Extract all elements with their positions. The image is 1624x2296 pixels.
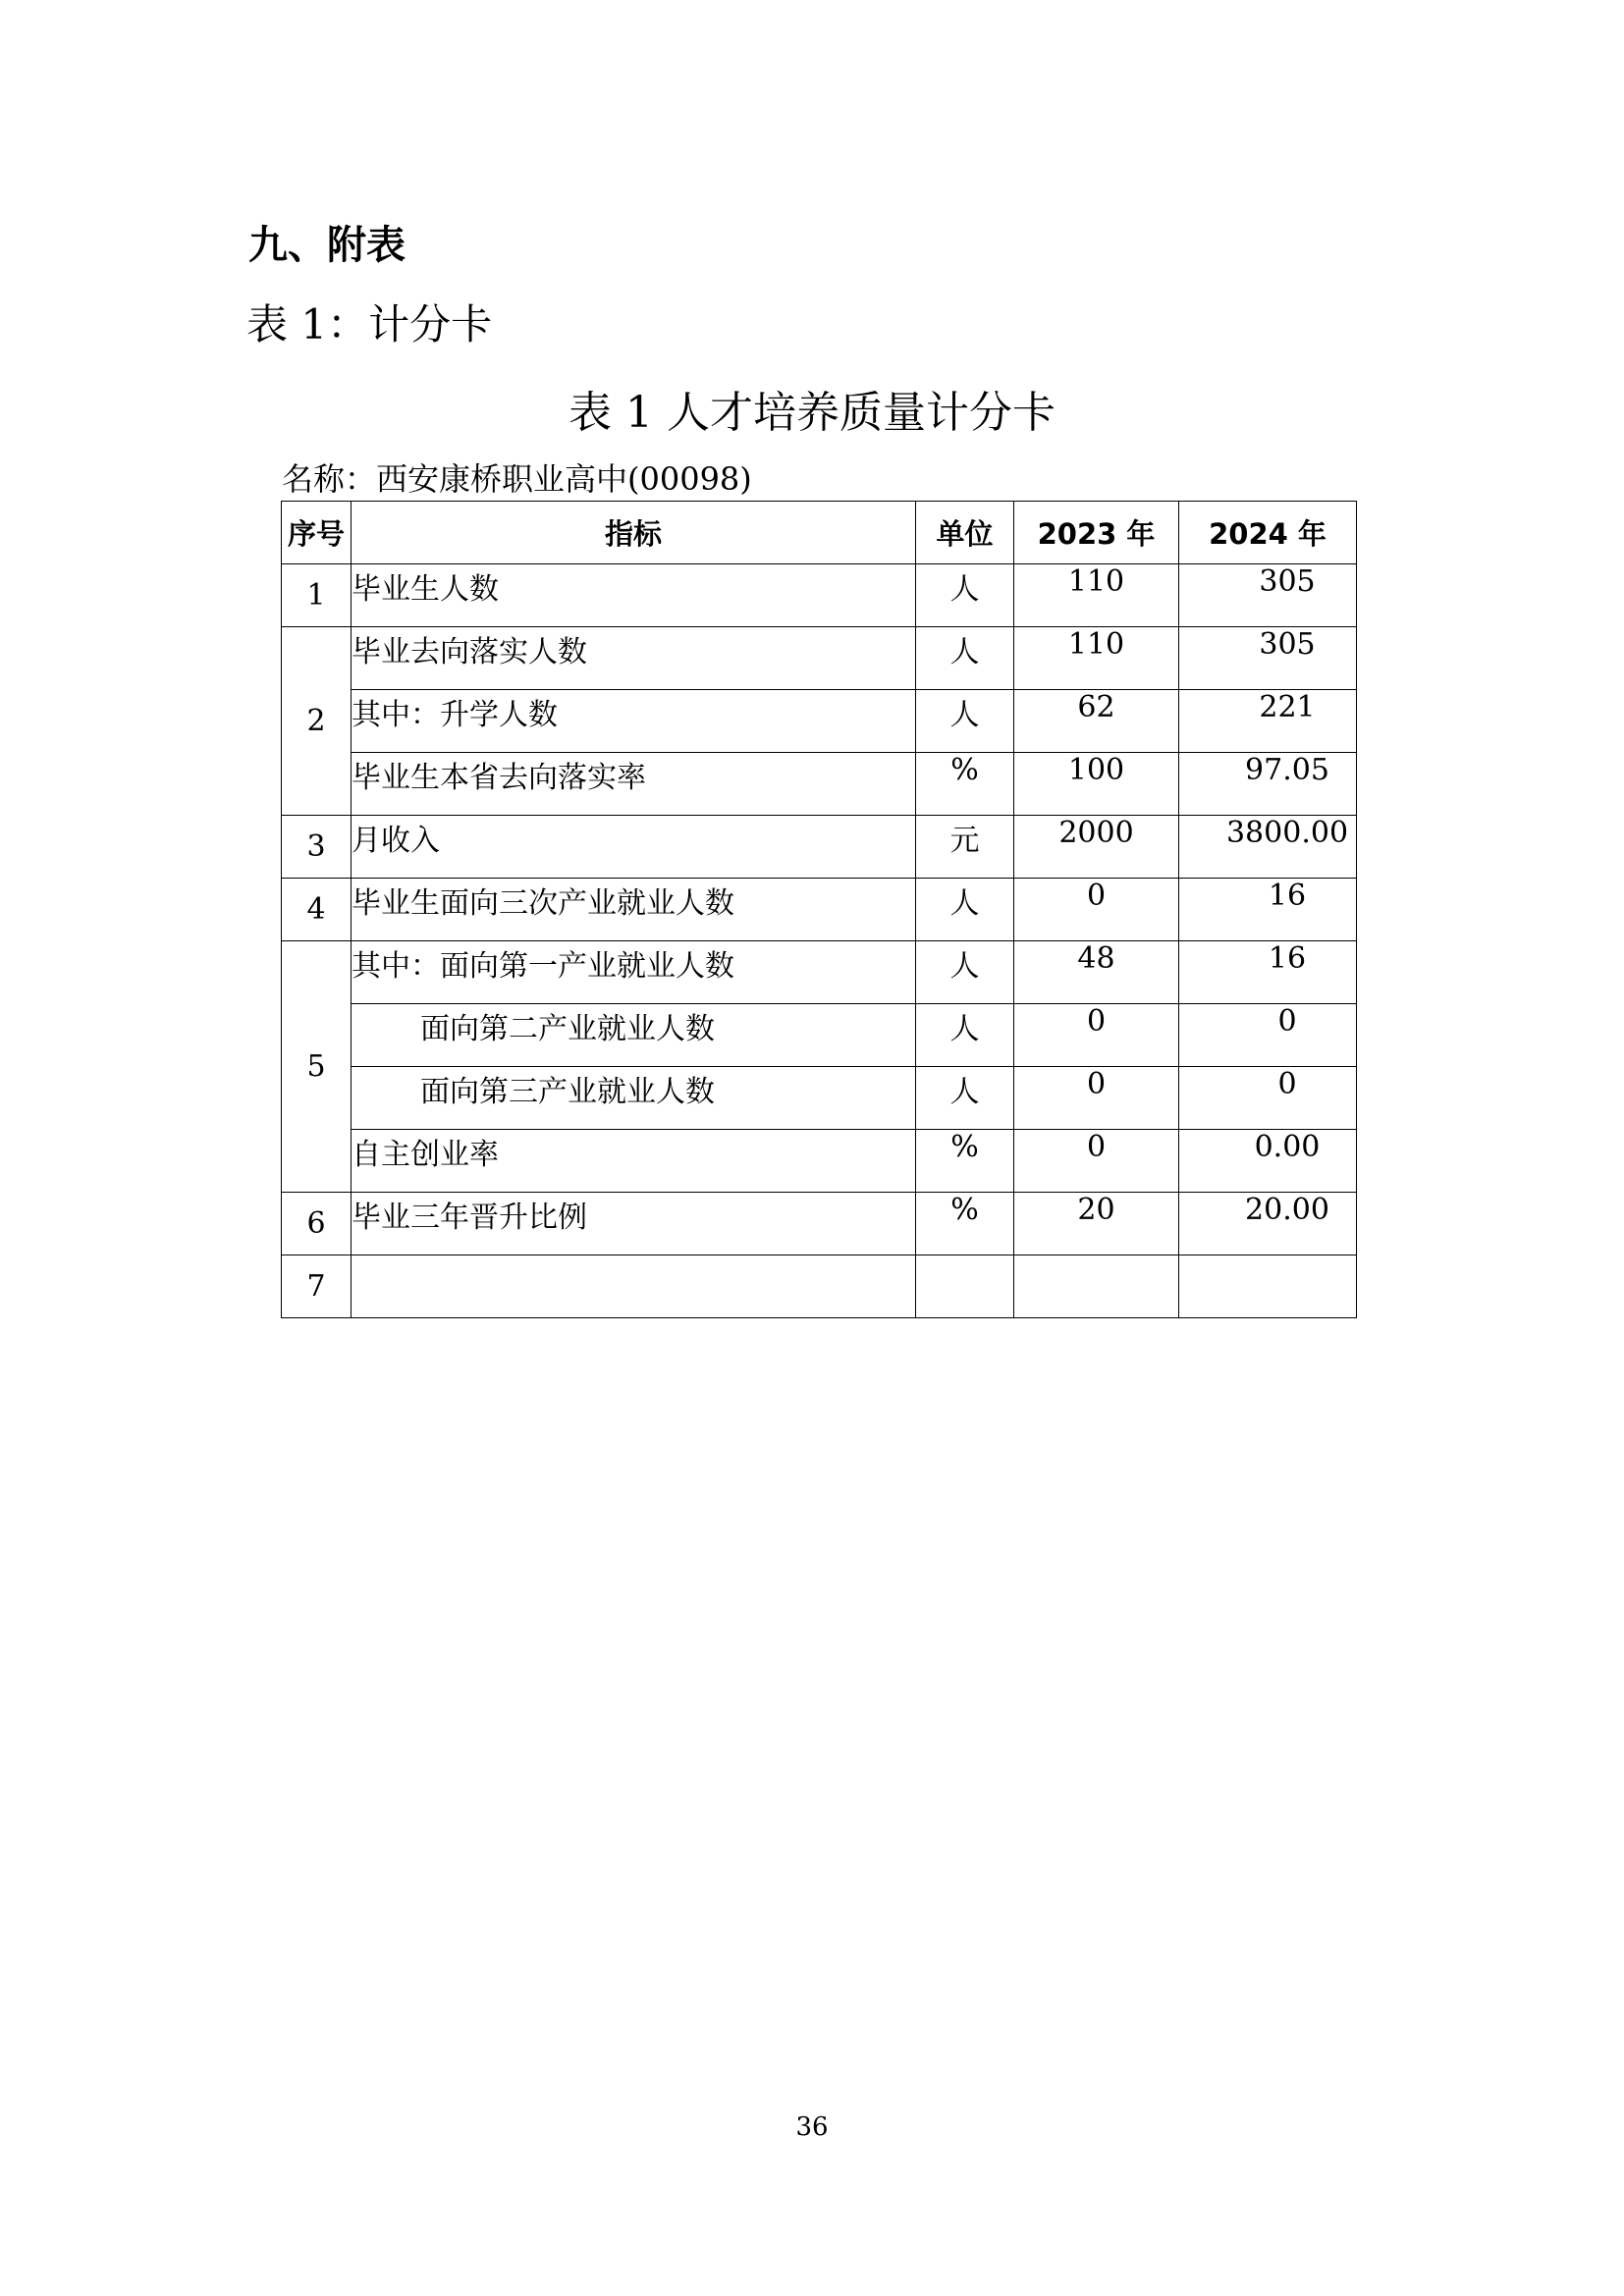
table-label: 表 1：计分卡	[246, 300, 493, 348]
table-header-row	[282, 502, 1357, 564]
row-index: 5	[282, 941, 352, 1193]
row-index: 6	[282, 1193, 352, 1255]
table-row	[282, 1067, 1357, 1130]
row-value-2023: 62	[1014, 690, 1179, 753]
row-value-2024: 305	[1179, 564, 1357, 627]
row-unit: %	[916, 753, 1014, 816]
row-value-2024: 16	[1179, 941, 1357, 1004]
row-indicator: 毕业去向落实人数	[352, 627, 916, 690]
row-indicator: 月收入	[352, 816, 916, 879]
row-indicator: 自主创业率	[352, 1130, 916, 1193]
row-index: 3	[282, 816, 352, 879]
row-indicator: 面向第二产业就业人数	[352, 1004, 916, 1067]
row-value-2024: 305	[1179, 627, 1357, 690]
row-value-2023: 0	[1014, 1130, 1179, 1193]
table-row	[282, 816, 1357, 879]
section-title: 九、附表	[248, 223, 406, 268]
row-value-2023: 0	[1014, 879, 1179, 941]
header-2024: 2024 年	[1179, 502, 1357, 564]
row-value-2024: 0.00	[1179, 1130, 1357, 1193]
row-value-2023: 2000	[1014, 816, 1179, 879]
row-index: 4	[282, 879, 352, 941]
row-value-2024: 221	[1179, 690, 1357, 753]
organization-name: 名称：西安康桥职业高中(00098)	[282, 460, 752, 498]
row-value-2023: 100	[1014, 753, 1179, 816]
row-value-2024: 3800.00	[1179, 816, 1357, 879]
table-row	[282, 564, 1357, 627]
row-unit: 人	[916, 690, 1014, 753]
table-row	[282, 1004, 1357, 1067]
row-unit	[916, 1255, 1014, 1318]
row-value-2024: 20.00	[1179, 1193, 1357, 1255]
row-unit: 人	[916, 564, 1014, 627]
row-unit: 人	[916, 879, 1014, 941]
row-unit: 人	[916, 1067, 1014, 1130]
header-indicator: 指标	[352, 502, 916, 564]
row-value-2023: 110	[1014, 564, 1179, 627]
row-unit: 人	[916, 1004, 1014, 1067]
row-value-2023: 0	[1014, 1067, 1179, 1130]
row-value-2024: 97.05	[1179, 753, 1357, 816]
header-index: 序号	[282, 502, 352, 564]
row-value-2024: 0	[1179, 1067, 1357, 1130]
table-row	[282, 941, 1357, 1004]
row-value-2023: 0	[1014, 1004, 1179, 1067]
table-row	[282, 1255, 1357, 1318]
row-unit: 人	[916, 627, 1014, 690]
page-number: 36	[795, 2112, 829, 2142]
row-index: 1	[282, 564, 352, 627]
table-row	[282, 1193, 1357, 1255]
row-index: 7	[282, 1255, 352, 1318]
table-row	[282, 690, 1357, 753]
row-value-2023: 110	[1014, 627, 1179, 690]
row-indicator: 其中：升学人数	[352, 690, 916, 753]
row-indicator: 毕业三年晋升比例	[352, 1193, 916, 1255]
row-unit: %	[916, 1193, 1014, 1255]
row-value-2023: 48	[1014, 941, 1179, 1004]
row-unit: 元	[916, 816, 1014, 879]
table-row	[282, 879, 1357, 941]
table-row	[282, 753, 1357, 816]
row-indicator: 毕业生人数	[352, 564, 916, 627]
row-index: 2	[282, 627, 352, 816]
header-2023: 2023 年	[1014, 502, 1179, 564]
row-unit: %	[916, 1130, 1014, 1193]
scorecard-table	[281, 501, 1357, 1318]
row-indicator: 毕业生本省去向落实率	[352, 753, 916, 816]
row-value-2024: 16	[1179, 879, 1357, 941]
row-indicator: 其中：面向第一产业就业人数	[352, 941, 916, 1004]
row-value-2023	[1014, 1255, 1179, 1318]
row-value-2024: 0	[1179, 1004, 1357, 1067]
row-indicator: 面向第三产业就业人数	[352, 1067, 916, 1130]
row-unit: 人	[916, 941, 1014, 1004]
table-row	[282, 1130, 1357, 1193]
table-row	[282, 627, 1357, 690]
row-value-2024	[1179, 1255, 1357, 1318]
row-indicator	[352, 1255, 916, 1318]
row-indicator: 毕业生面向三次产业就业人数	[352, 879, 916, 941]
row-value-2023: 20	[1014, 1193, 1179, 1255]
header-unit: 单位	[916, 502, 1014, 564]
table-caption: 表 1 人才培养质量计分卡	[568, 388, 1056, 438]
